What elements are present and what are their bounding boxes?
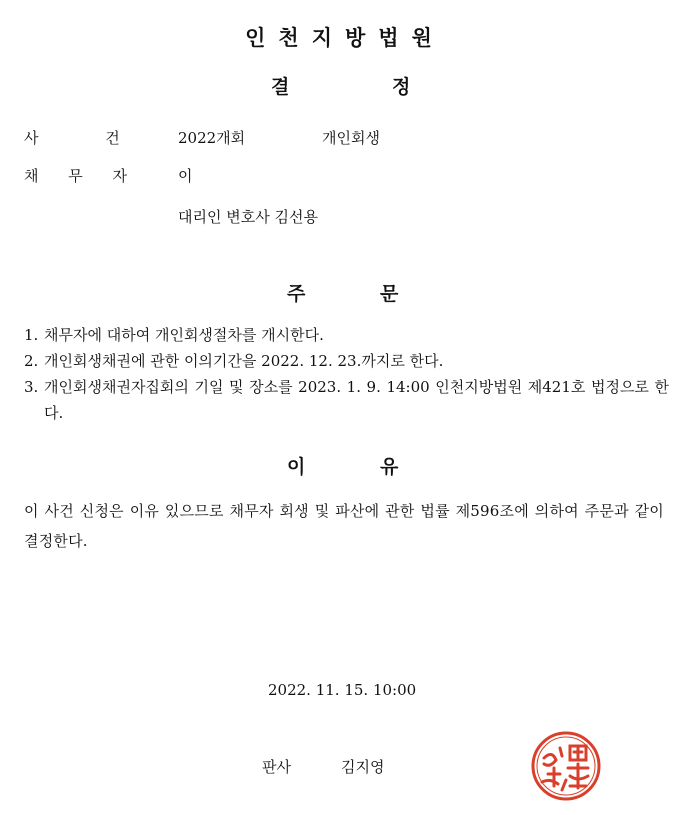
debtor-agent: 대리인 변호사 김선용	[178, 208, 318, 226]
debtor-name: 이	[178, 167, 193, 185]
order-heading-right: 문	[380, 283, 399, 305]
judge-title: 판사	[262, 758, 291, 776]
order-text: 개인회생채권에 관한 이의기간을 2022. 12. 23.까지로 한다.	[44, 352, 444, 370]
case-number: 2022개회	[178, 129, 246, 147]
order-heading-left: 주	[287, 283, 306, 305]
court-name: 인천지방법원	[245, 26, 445, 50]
judge-name: 김지영	[341, 758, 385, 776]
order-number: 1.	[24, 326, 39, 344]
reason-heading-left: 이	[287, 456, 306, 478]
order-item	[24, 374, 669, 426]
doc-title-right: 정	[392, 76, 411, 98]
debtor-label: 채 무 자	[24, 167, 128, 185]
case-name: 개인회생	[322, 129, 380, 147]
case-label: 사 건	[24, 129, 120, 147]
order-item	[24, 348, 669, 374]
order-text: 채무자에 대하여 개인회생절차를 개시한다.	[44, 326, 324, 344]
order-text: 개인회생채권자집회의 기일 및 장소를 2023. 1. 9. 14:00 인천지방법원 제421호 법정으로 한다.	[44, 378, 669, 422]
decision-date: 2022. 11. 15. 10:00	[268, 681, 417, 699]
order-item	[24, 322, 669, 348]
reason-text: 이 사건 신청은 이유 있으므로 채무자 회생 및 파산에 관한 법률 제596조에 의하여 주문과 같이 결정한다.	[24, 502, 664, 550]
reason-heading-right: 유	[380, 456, 399, 478]
order-number: 2.	[24, 352, 39, 370]
order-number: 3.	[24, 378, 39, 396]
doc-title-left: 결	[271, 76, 290, 98]
judge-seal-icon	[530, 730, 602, 802]
